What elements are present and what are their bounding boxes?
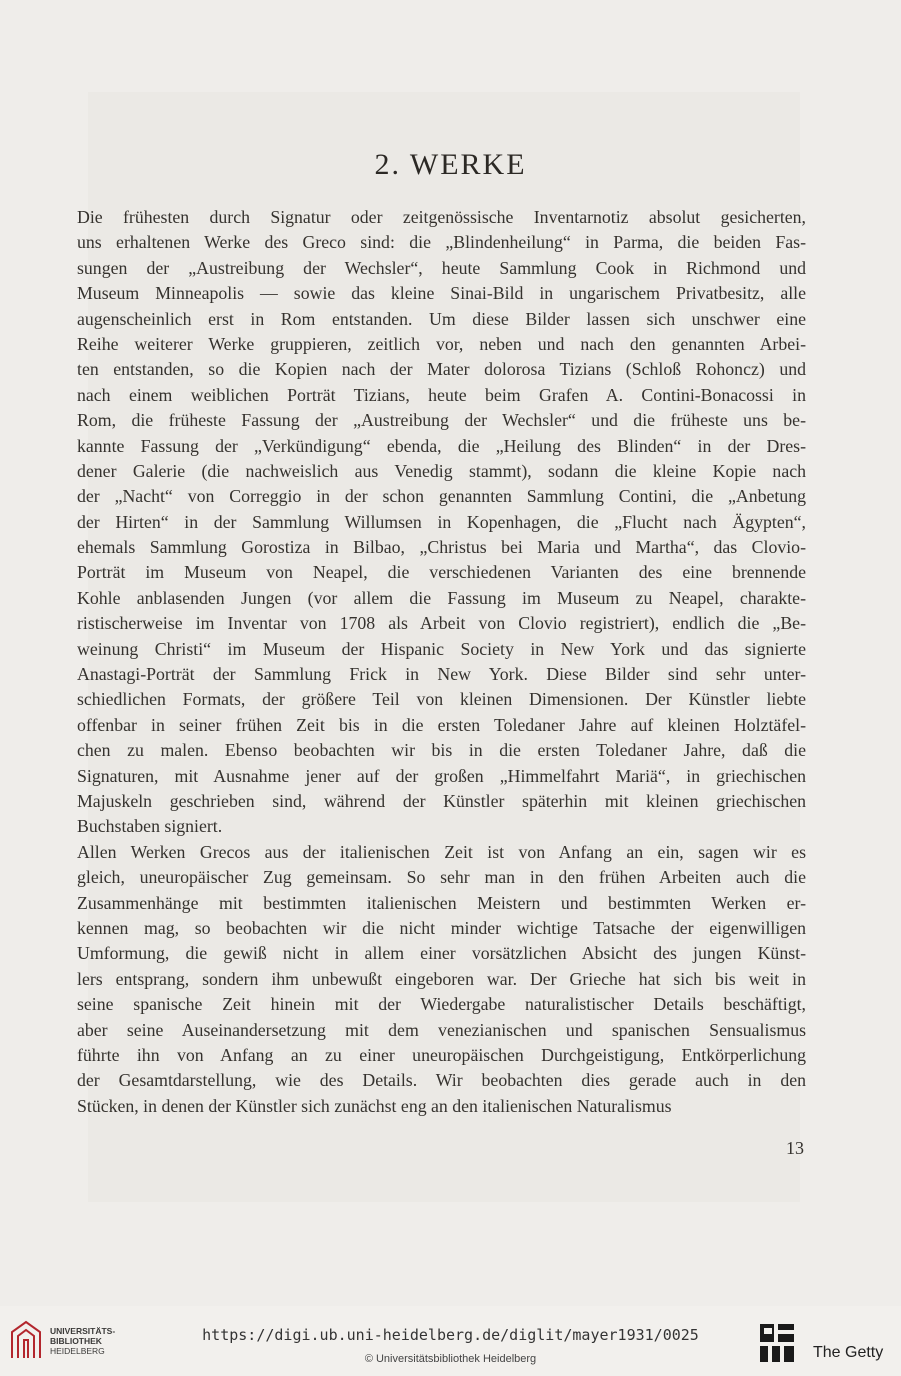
text-line: Zusammenhänge mit bestimmten italienischen Meistern und bestimmten Werken er- [77, 892, 806, 913]
text-line: ristischerweise im Inventar von 1708 als Arbeit von Clovio registriert), endlich die „Be- [77, 613, 806, 634]
text-line: dener Galerie (die nachweislich aus Venedig stammt), sodann die kleine Kopie nach [77, 460, 806, 481]
text-line: Museum Minneapolis — sowie das kleine Sinai-Bild in ungarischem Privatbesitz, alle [77, 283, 806, 304]
text-line: Buchstaben signiert. [77, 816, 223, 837]
text-line: sungen der „Austreibung der Wechsler“, heute Sammlung Cook in Richmond und [77, 257, 806, 278]
page-number: 13 [786, 1138, 804, 1158]
text-line: Reihe weiterer Werke gruppieren, zeitlich vor, neben und nach den genannten Arbei- [77, 333, 806, 354]
text-line: ten entstanden, so die Kopien nach der Mater dolorosa Tizians (Schloß Rohoncz) und [77, 359, 806, 380]
text-line: weinung Christi“ im Museum der Hispanic Society in New York und das signierte [77, 638, 806, 659]
text-line: Porträt im Museum von Neapel, die verschiedenen Varianten des eine brennende [77, 562, 806, 583]
library-name-line-1: UNIVERSITÄTS- [50, 1326, 116, 1336]
text-line: augenscheinlich erst in Rom entstanden. Um diese Bilder lassen sich unschwer eine [77, 308, 806, 329]
text-line: der Hirten“ in der Sammlung Willumsen in Kopenhagen, die „Flucht nach Ägypten“, [77, 511, 806, 532]
text-line: Stücken, in denen der Künstler sich zunächst eng an den italienischen Naturalismus [77, 1095, 672, 1116]
copyright-notice: © Universitätsbibliothek Heidelberg [364, 1353, 537, 1365]
text-line: Anastagi-Porträt der Sammlung Frick in New York. Diese Bilder sind sehr unter- [77, 664, 806, 685]
text-line: gleich, uneuropäischer Zug gemeinsam. So sehr man in den frühen Arbeiten auch die [77, 867, 806, 888]
getty-logo-icon[interactable] [758, 1320, 798, 1366]
text-line: Signaturen, mit Ausnahme jener auf der großen „Himmelfahrt Mariä“, in griechischen [77, 765, 806, 786]
getty-wordmark[interactable]: The Getty [813, 1344, 884, 1361]
text-line: Kohle anblasenden Jungen (vor allem die Fassung im Museum zu Neapel, charakte- [77, 587, 806, 608]
library-name-line-2: BIBLIOTHEK [50, 1336, 102, 1346]
chapter-heading: 2. WERKE [374, 148, 527, 181]
text-line: Rom, die früheste Fassung der „Austreibung der Wechsler“ und die früheste uns be- [77, 410, 806, 431]
text-line: nach einem weiblichen Porträt Tizians, heute beim Grafen A. Contini-Bonacossi in [77, 384, 806, 405]
text-line: kennen mag, so beobachten wir die nicht minder wichtige Tatsache der eigenwilligen [77, 917, 806, 938]
library-city: HEIDELBERG [50, 1346, 105, 1356]
text-line: Die frühesten durch Signatur oder zeitgenössische Inventarnotiz absolut gesicherten, [77, 207, 806, 227]
text-line: seine spanische Zeit hinein mit der Wiedergabe naturalistischer Details beschäftigt, [77, 994, 806, 1015]
body-text [77, 205, 806, 1119]
text-line: Majuskeln geschrieben sind, während der Künstler späterhin mit kleinen griechischen [77, 790, 806, 811]
text-line: ehemals Sammlung Gorostiza in Bilbao, „Christus bei Maria und Martha“, das Clovio- [77, 537, 806, 558]
viewer-footer [0, 1306, 901, 1376]
text-line: Allen Werken Grecos aus der italienischen Zeit ist von Anfang an ein, sagen wir es [77, 841, 806, 862]
text-line: der Gesamtdarstellung, wie des Details. Wir beobachten dies gerade auch in den [77, 1070, 806, 1091]
text-line: aber seine Auseinandersetzung mit dem venezianischen und spanischen Sensualismus [77, 1019, 806, 1040]
text-line: schiedlichen Formats, der größere Teil von kleinen Dimensionen. Der Künstler liebte [77, 689, 806, 710]
text-line: offenbar in seiner frühen Zeit bis in die ersten Toledaner Jahre auf kleinen Holztäfel- [77, 714, 806, 735]
text-line: Umformung, die gewiß nicht in allem einer vorsätzlichen Absicht des jungen Künst- [77, 943, 806, 964]
text-line: lers entsprang, sondern ihm unbewußt eingeboren war. Der Grieche hat sich bis weit in [77, 968, 806, 989]
text-line: uns erhaltenen Werke des Greco sind: die „Blindenheilung“ in Parma, die beiden Fas- [77, 232, 806, 253]
text-line: der „Nacht“ von Correggio in der schon genannten Sammlung Contini, die „Anbetung [77, 486, 806, 507]
text-line: kannte Fassung der „Verkündigung“ ebenda, die „Heilung des Blinden“ in der Dres- [77, 435, 806, 456]
text-line: chen zu malen. Ebenso beobachten wir bis in die ersten Toledaner Jahre, daß die [77, 740, 806, 761]
permalink-url[interactable]: https://digi.ub.uni-heidelberg.de/diglit/mayer1931/0025 [202, 1326, 699, 1344]
text-line: führte ihn von Anfang an zu einer uneuropäischen Durchgeistigung, Entkörperlichung [77, 1044, 806, 1065]
